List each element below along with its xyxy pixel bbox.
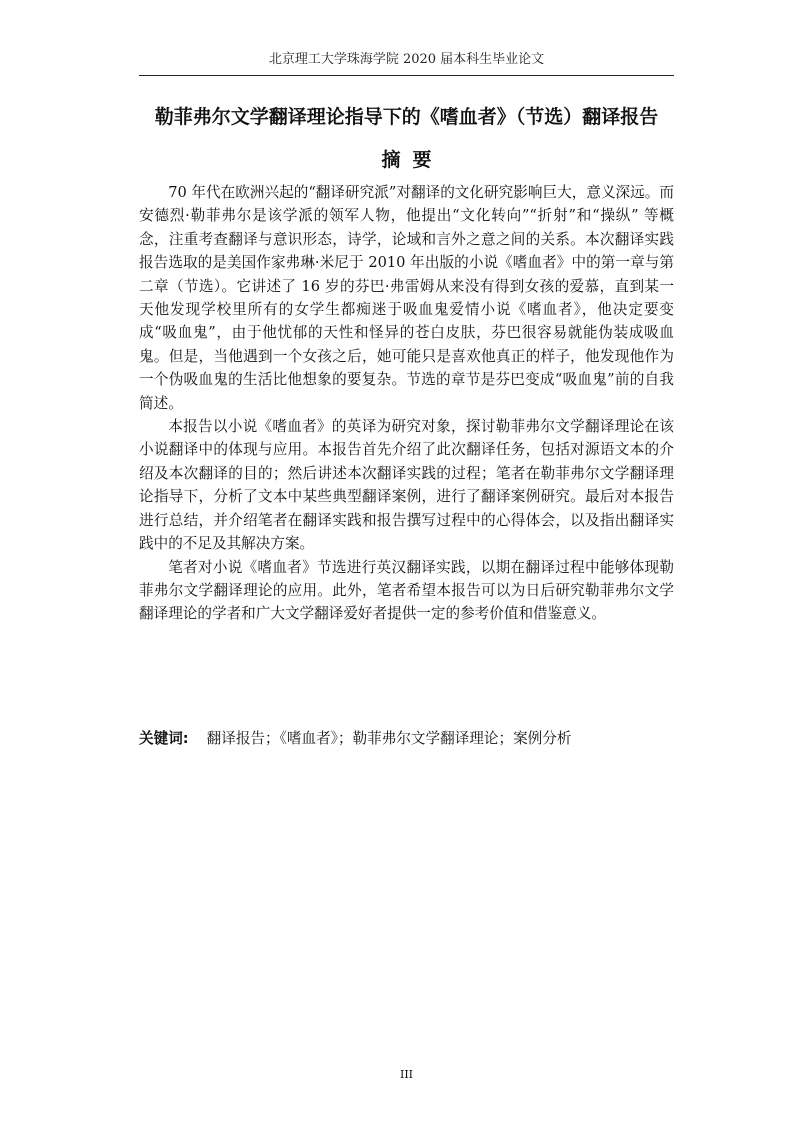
report-title: 勒菲弗尔文学翻译理论指导下的《嗜血者》（节选）翻译报告 [154,106,659,128]
abstract-paragraph-2: 本报告以小说《嗜血者》的英译为研究对象，探讨勒菲弗尔文学翻译理论在该小说翻译中的体现与应用。本报告首先介绍了此次翻译任务，包括对源语文本的介绍及本次翻译的目的；然后讲述本次翻译实践的过程；笔者在勒菲弗尔文学翻译理论指导下，分析了文本中某些典型翻译案例，进行了翻译案例研究。最后对本报告进行总结，并介绍笔者在翻译实践和报告撰写过程中的心得体会，以及指出翻译实践中的不足及其解决方案。 [139,418,674,553]
keywords-value: 翻译报告；《嗜血者》；勒菲弗尔文学翻译理论；案例分析 [206,730,572,747]
page-number: III [399,1068,414,1081]
abstract-body [139,181,674,626]
keywords-line [139,727,674,750]
abstract-paragraph-3: 笔者对小说《嗜血者》节选进行英汉翻译实践，以期在翻译过程中能够体现勒菲弗尔文学翻译理论的应用。此外，笔者希望本报告可以为日后研究勒菲弗尔文学翻译理论的学者和广大文学翻译爱好者提供一定的参考价值和借鉴意义。 [139,558,674,623]
running-header: 北京理工大学珠海学院 2020 届本科生毕业论文 [268,52,545,67]
keywords-label: 关键词: [139,730,189,747]
header-divider [139,75,674,76]
abstract-heading: 摘要 [381,149,444,171]
abstract-paragraph-1: 70 年代在欧洲兴起的“翻译研究派”对翻译的文化研究影响巨大，意义深远。而安德烈·勒菲弗尔是该学派的领军人物，他提出“文化转向”“折射”和“操纵” 等概念，注重考查翻译与意识形态，诗学，论域和言外之意之间的关系。本次翻译实践报告选取的是美国作家弗琳·米尼于 2010 年出版的小说《嗜血者》中的第一章与第二章（节选）。它讲述了 16 岁的芬巴·弗雷姆从来没有得到女孩的爱慕，直到某一天他发现学校里所有的女学生都痴迷于吸血鬼爱情小说《嗜血者》，他决定要变成“吸血鬼”，由于他忧郁的天性和怪异的苍白皮肤，芬巴很容易就能伪装成吸血鬼。但是，当他遇到一个女孩之后，她可能只是喜欢他真正的样子，他发现他作为一个伪吸血鬼的生活比他想象的要复杂。节选的章节是芬巴变成“吸血鬼”前的自我简述。 [139,184,674,412]
